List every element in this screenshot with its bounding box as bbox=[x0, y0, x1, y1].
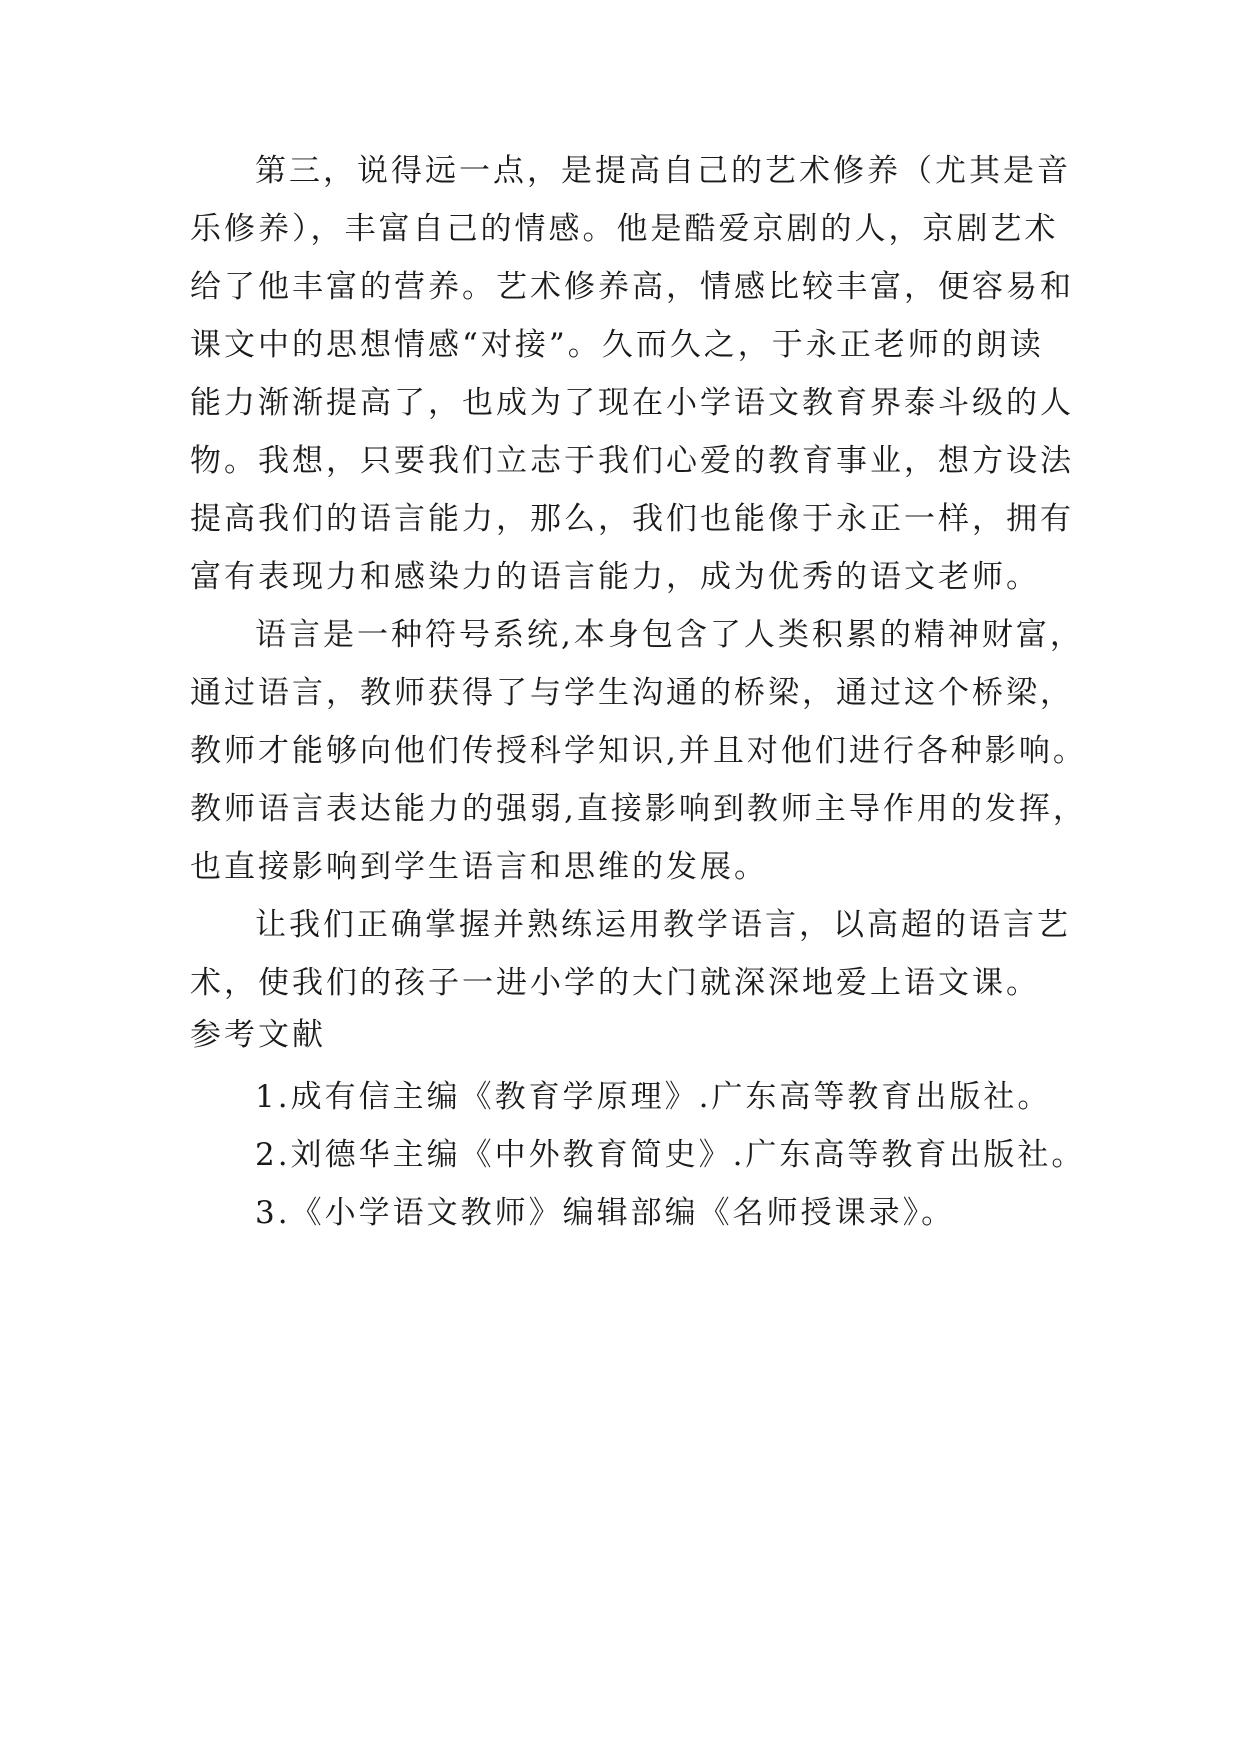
reference-item-2: 2.刘德华主编《中外教育简史》.广东高等教育出版社。 bbox=[255, 1137, 1086, 1173]
paragraph-1-line-2: 乐修养），丰富自己的情感。他是酷爱京剧的人，京剧艺术 bbox=[190, 211, 1059, 247]
reference-item-3: 3.《小学语文教师》编辑部编《名师授课录》。 bbox=[255, 1195, 956, 1231]
paragraph-1-line-7: 提高我们的语言能力，那么，我们也能像于永正一样，拥有 bbox=[190, 501, 1074, 537]
paragraph-1-line-4: 课文中的思想情感“对接”。久而久之，于永正老师的朗读 bbox=[190, 327, 1044, 363]
paragraph-3-line-2: 术，使我们的孩子一进小学的大门就深深地爱上语文课。 bbox=[190, 965, 1040, 1001]
paragraph-2-line-3: 教师才能够向他们传授科学知识,并且对他们进行各种影响。 bbox=[190, 733, 1087, 769]
paragraph-2-line-2: 通过语言，教师获得了与学生沟通的桥梁，通过这个桥梁， bbox=[190, 675, 1074, 711]
paragraph-3-line-1: 让我们正确掌握并熟练运用教学语言，以高超的语言艺 bbox=[255, 907, 1071, 943]
paragraph-2-line-4: 教师语言表达能力的强弱,直接影响到教师主导作用的发挥， bbox=[190, 791, 1087, 827]
paragraph-1-line-3: 给了他丰富的营养。艺术修养高，情感比较丰富，便容易和 bbox=[190, 269, 1074, 305]
paragraph-1-line-8: 富有表现力和感染力的语言能力，成为优秀的语文老师。 bbox=[190, 559, 1040, 595]
paragraph-2-line-1: 语言是一种符号系统,本身包含了人类积累的精神财富， bbox=[255, 617, 1084, 653]
paragraph-2-line-5: 也直接影响到学生语言和思维的发展。 bbox=[190, 849, 768, 885]
reference-item-1: 1.成有信主编《教育学原理》.广东高等教育出版社。 bbox=[255, 1079, 1052, 1115]
paragraph-1-line-1: 第三，说得远一点，是提高自己的艺术修养（尤其是音 bbox=[255, 153, 1071, 189]
paragraph-1-line-5: 能力渐渐提高了，也成为了现在小学语文教育界泰斗级的人 bbox=[190, 385, 1074, 421]
references-heading: 参考文献 bbox=[190, 1017, 326, 1053]
paragraph-1-line-6: 物。我想，只要我们立志于我们心爱的教育事业，想方设法 bbox=[190, 443, 1074, 479]
